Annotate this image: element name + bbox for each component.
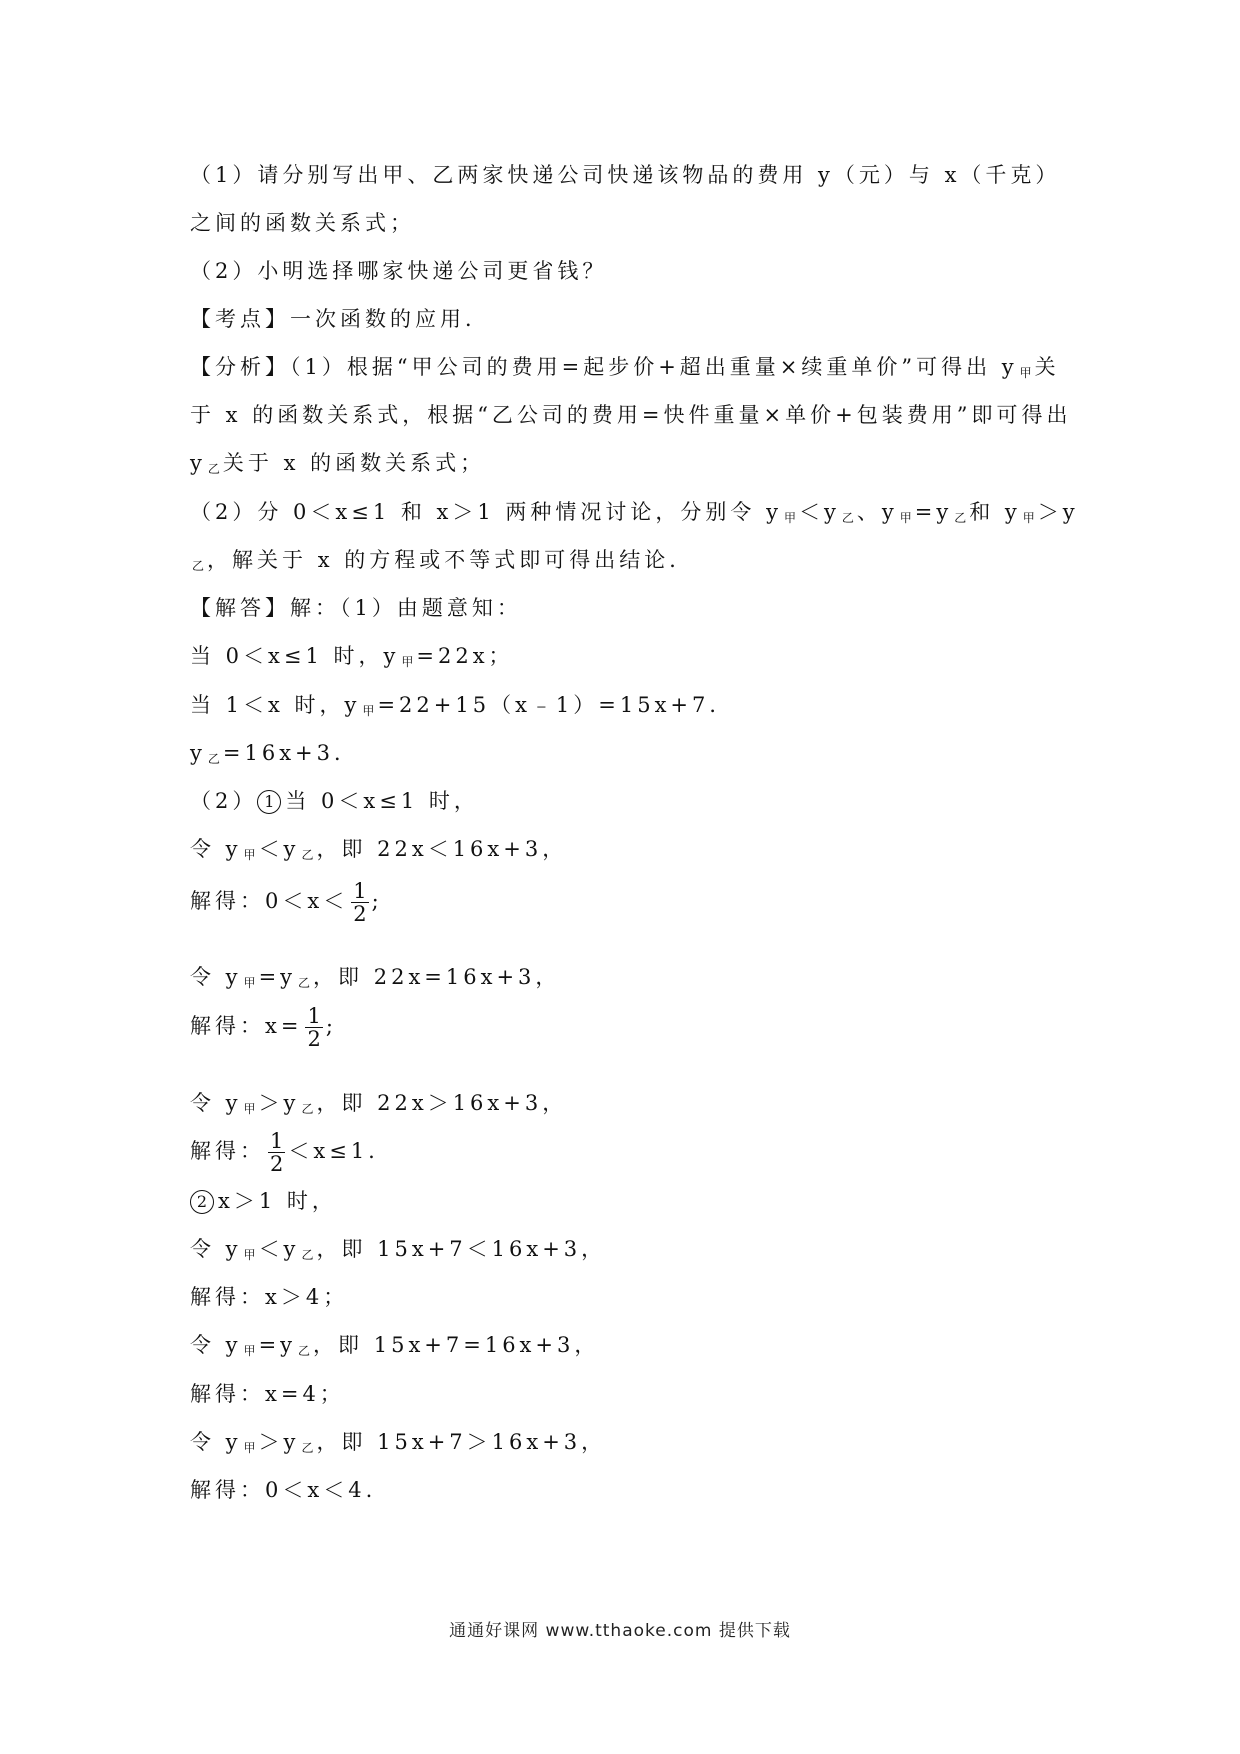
kaodian-line: 【考点】一次函数的应用． <box>190 307 490 331</box>
subscript-label: 甲 <box>243 1344 256 1358</box>
case2-result2: 解得：x=4； <box>190 1382 345 1406</box>
fenxi-line5: $_乙$ ，解关于 x 的方程或不等式即可得出结论． <box>192 548 695 573</box>
circled-number-2: 2 <box>190 1190 214 1214</box>
case1-ineq2: 令 y $_甲$ ＞y $_乙$ ，即 22x＞16x+3， <box>190 1091 568 1116</box>
case1-result1: 解得：0＜x＜ $\frac{1}{2}$ ; <box>190 879 383 926</box>
subscript-label: 甲 <box>401 655 414 669</box>
fenxi-line3: y $_乙$ 关于 x 的函数关系式； <box>190 451 486 476</box>
subscript-label: 乙 <box>298 976 311 990</box>
subscript-label: 乙 <box>954 511 967 525</box>
subscript-label: 甲 <box>243 1102 256 1116</box>
question-part2: （2）小明选择哪家快递公司更省钱？ <box>190 259 608 283</box>
jieda-line1: 当 0＜x≤1 时，y $_甲$ =22x； <box>190 644 514 669</box>
footer-watermark: 通通好课网 www.tthaoke.com 提供下载 <box>449 1621 791 1641</box>
fenxi-line4: （2）分 0＜x≤1 和 x＞1 两种情况讨论，分别令 y $_甲$ ＜y $_乙$ 、y $_甲$ =y $_乙$ 和 y $_甲$ ＞y <box>190 500 1079 525</box>
fraction-one-half: $\frac{1}{2}$ <box>270 1129 284 1176</box>
subscript-label: 甲 <box>243 1248 256 1262</box>
subscript-label: 甲 <box>243 1441 256 1455</box>
subscript-label: 甲 <box>899 511 912 525</box>
case2-ineq1: 令 y $_甲$ ＜y $_乙$ ，即 15x+7＜16x+3， <box>190 1237 607 1262</box>
circled-number-1: 1 <box>257 790 281 814</box>
part2-case1-head: （2） 1 当 0＜x≤1 时， <box>190 789 479 813</box>
subscript-label: 乙 <box>301 848 314 862</box>
case2-eq: 令 y $_甲$ =y $_乙$ ，即 15x+7=16x+3， <box>190 1333 600 1358</box>
jieda-line2: 当 1＜x 时，y $_甲$ =22+15（x﹣1）=15x+7． <box>190 693 735 718</box>
subscript-label: 乙 <box>207 752 220 766</box>
jieda-head: 【解答】解：（1）由题意知： <box>190 596 522 620</box>
subscript-label: 乙 <box>841 511 854 525</box>
subscript-label: 甲 <box>1022 511 1035 525</box>
fraction-one-half: $\frac{1}{2}$ <box>353 879 367 926</box>
case1-ineq1: 令 y $_甲$ ＜y $_乙$ ，即 22x＜16x+3， <box>190 837 568 862</box>
jieda-line3: y $_乙$ =16x+3． <box>190 741 360 766</box>
case1-result3: 解得： $\frac{1}{2}$ ＜x≤1. <box>190 1129 379 1176</box>
subscript-label: 乙 <box>301 1248 314 1262</box>
case2-result3: 解得：0＜x＜4. <box>190 1478 377 1502</box>
fenxi-line1: 【分析】（1）根据“甲公司的费用=起步价+超出重量×续重单价”可得出 y $_甲$ 关 <box>190 355 1060 380</box>
part2-case2-head: 2 x＞1 时， <box>190 1186 1060 1216</box>
question-part1-line1: （1）请分别写出甲、乙两家快递公司快递该物品的费用 y（元）与 x（千克） <box>190 163 1061 187</box>
subscript-label: 乙 <box>207 462 220 476</box>
fraction-one-half: $\frac{1}{2}$ <box>307 1004 321 1051</box>
case2-result1: 解得：x＞4； <box>190 1285 349 1309</box>
subscript-label: 甲 <box>783 511 796 525</box>
case1-eq: 令 y $_甲$ =y $_乙$ ，即 22x=16x+3， <box>190 965 561 990</box>
subscript-label: 甲 <box>243 848 256 862</box>
subscript-label: 甲 <box>243 976 256 990</box>
question-part1-line2: 之间的函数关系式； <box>190 211 415 235</box>
subscript-label: 乙 <box>301 1441 314 1455</box>
subscript-label: 甲 <box>1019 366 1032 380</box>
subscript-label: 乙 <box>192 559 205 573</box>
subscript-label: 乙 <box>298 1344 311 1358</box>
case2-ineq2: 令 y $_甲$ ＞y $_乙$ ，即 15x+7＞16x+3， <box>190 1430 607 1455</box>
case1-result2: 解得：x= $\frac{1}{2}$ ; <box>190 1004 337 1051</box>
subscript-label: 乙 <box>301 1102 314 1116</box>
fenxi-line2: 于 x 的函数关系式，根据“乙公司的费用=快件重量×单价+包装费用”即可得出 <box>190 403 1072 427</box>
subscript-label: 甲 <box>362 704 375 718</box>
